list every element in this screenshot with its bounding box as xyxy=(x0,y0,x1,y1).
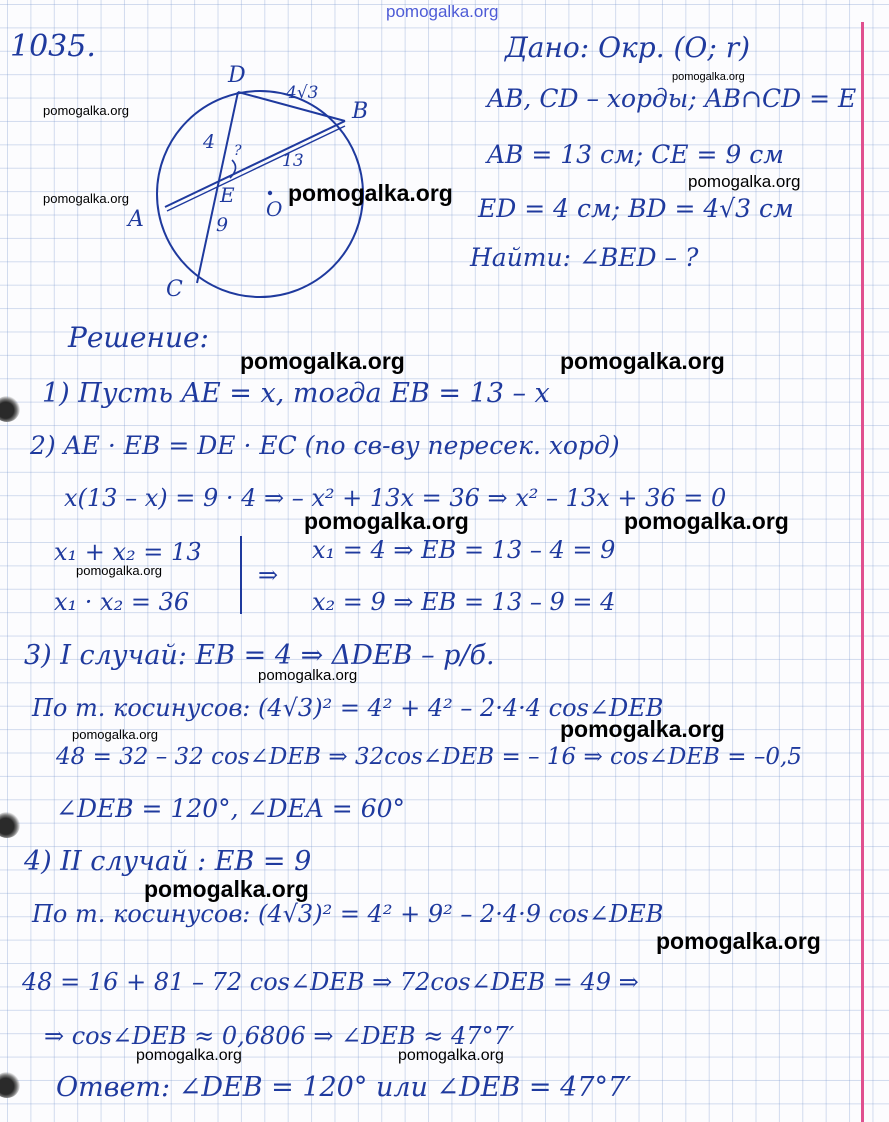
vieta-product: x₁ · x₂ = 36 xyxy=(54,588,190,616)
solution-line-5: По т. косинусов: (4√3)² = 4² + 4² – 2·4·4 cos∠DEB xyxy=(32,694,664,722)
vieta-sum: x₁ + x₂ = 13 xyxy=(54,538,202,566)
label-eb: 13 xyxy=(282,151,304,171)
label-c: C xyxy=(166,277,183,302)
watermark: pomogalka.org xyxy=(656,928,821,954)
given-find: Найти: ∠BED – ? xyxy=(470,243,699,272)
punch-hole xyxy=(0,396,20,422)
given-title: Дано: Окр. (О; r) xyxy=(505,31,751,64)
watermark: pomogalka.org xyxy=(258,667,358,684)
label-angle: ? xyxy=(234,143,242,159)
watermark: pomogalka.org xyxy=(240,348,405,374)
label-b: B xyxy=(352,99,369,124)
root-1: x₁ = 4 ⇒ EB = 13 – 4 = 9 xyxy=(312,536,616,564)
watermark-top[interactable]: pomogalka.org xyxy=(386,2,499,21)
center-point xyxy=(268,191,272,195)
solution-line-1: 1) Пусть AE = x, тогда EB = 13 – x xyxy=(42,378,550,409)
solution-line-10: 48 = 16 + 81 – 72 cos∠DEB ⇒ 72cos∠DEB = 49 ⇒ xyxy=(22,968,639,996)
solution-line-7: ∠DEB = 120°, ∠DEA = 60° xyxy=(56,794,406,823)
watermark: pomogalka.org xyxy=(43,103,129,118)
watermark: pomogalka.org xyxy=(43,191,129,206)
solution-line-2: 2) AE · EB = DE · EC (по св-ву пересек. хорд) xyxy=(30,431,620,460)
system-bar xyxy=(240,536,242,614)
label-d: D xyxy=(228,63,246,88)
root-2: x₂ = 9 ⇒ EB = 13 – 9 = 4 xyxy=(312,588,616,616)
watermark: pomogalka.org xyxy=(560,716,725,742)
given-line-3: ED = 4 см; BD = 4√3 см xyxy=(478,194,794,223)
solution-line-11: ⇒ cos∠DEB ≈ 0,6806 ⇒ ∠DEB ≈ 47°7′ xyxy=(44,1022,515,1050)
problem-number: 1035. xyxy=(10,29,96,64)
solution-heading: Решение: xyxy=(68,321,209,354)
watermark: pomogalka.org xyxy=(76,563,162,578)
answer: Ответ: ∠DEB = 120° или ∠DEB = 47°7′ xyxy=(56,1072,632,1103)
solution-line-4: 3) I случай: EB = 4 ⇒ ΔDEB – р/б. xyxy=(24,640,495,671)
solution-line-9: По т. косинусов: (4√3)² = 4² + 9² – 2·4·9 cos∠DEB xyxy=(32,900,664,928)
watermark: pomogalka.org xyxy=(144,876,309,902)
watermark: pomogalka.org xyxy=(398,1047,504,1064)
label-bd: 4√3 xyxy=(286,83,319,103)
watermark: pomogalka.org xyxy=(72,727,158,742)
label-o: O xyxy=(266,197,283,221)
watermark: pomogalka.org xyxy=(136,1047,242,1064)
label-e: E xyxy=(220,183,235,207)
watermark: pomogalka.org xyxy=(304,508,469,534)
watermark: pomogalka.org xyxy=(288,180,453,206)
watermark: pomogalka.org xyxy=(688,172,801,191)
solution-line-3: x(13 – x) = 9 · 4 ⇒ – x² + 13x = 36 ⇒ x² – 13x + 36 = 0 xyxy=(64,484,727,512)
label-de: 4 xyxy=(203,131,216,153)
given-line-2: AB = 13 см; CE = 9 см xyxy=(487,140,784,169)
watermark: pomogalka.org xyxy=(624,508,789,534)
label-ec: 9 xyxy=(216,214,229,236)
punch-hole xyxy=(0,812,20,838)
watermark: pomogalka.org xyxy=(672,71,745,83)
system-arrow: ⇒ xyxy=(258,561,279,589)
given-line-1: AB, CD – хорды; AB∩CD = E xyxy=(487,84,857,113)
solution-line-8: 4) II случай : EB = 9 xyxy=(24,846,312,877)
label-a: A xyxy=(128,207,144,232)
watermark: pomogalka.org xyxy=(560,348,725,374)
margin-line xyxy=(861,22,864,1122)
punch-hole xyxy=(0,1072,20,1098)
solution-line-6: 48 = 32 – 32 cos∠DEB ⇒ 32cos∠DEB = – 16 ⇒ cos∠DEB = –0,5 xyxy=(56,744,802,770)
